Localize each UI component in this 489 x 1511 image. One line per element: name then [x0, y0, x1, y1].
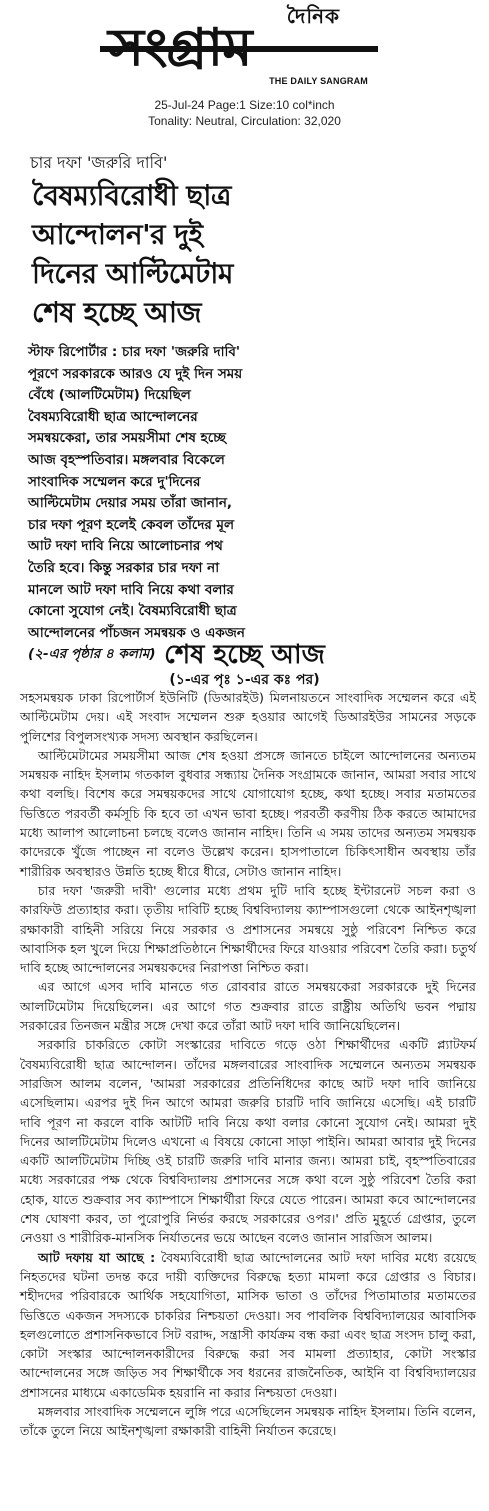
masthead-logo — [100, 0, 390, 95]
headline-line: আন্দোলন'র দুই — [32, 218, 203, 251]
continuation-paragraph: মঙ্গলবার সাংবাদিক সম্মেলনে লুঙ্গি পরে এসেছিলেন সমন্বয়ক নাহিদ ইসলাম। তিনি বলেন, তাঁকে তুলে নিয়ে আইনশৃঙ্খলা রক্ষাকারী বাহিনী নির্যাতন করেছে। — [20, 1403, 476, 1439]
article-kicker: চার দফা 'জরুরি দাবি' — [30, 153, 168, 172]
continuation-paragraph — [20, 1248, 476, 1402]
masthead-sangram: সংগ্রাম — [108, 18, 252, 78]
eight-point-subhead: আট দফায় যা আছে : — [38, 1249, 156, 1265]
continuation-paragraph: সহসমন্বয়ক ঢাকা রিপোর্টার্স ইউনিটি (ডিআরইউ) মিলনায়তনে সাংবাদিক সম্মেলন করে এই আল্টিমেটাম দেয়। এই সংবাদ সম্মেলন শুরু হওয়ার আগেই ডিআরইউর সামনের সড়কে পুলিশের বিপুলসংখ্যক সদস্য অবস্থান করছিলেন। — [20, 690, 476, 744]
masthead-dainik: দৈনিক — [286, 4, 340, 28]
continuation-paragraph: আল্টিমেটামের সময়সীমা আজ শেষ হওয়া প্রসঙ্গে জানতে চাইলে আন্দোলনের অন্যতম সমন্বয়ক নাহিদ ইসলাম গতকাল বুধবার সন্ধ্যায় দৈনিক সংগ্রামকে জানান, আমরা সবার সাথে কথা বলছি। বিশেষ করে সমন্বয়কদের সাথে যোগাযোগ হচ্ছে, কথা হচ্ছে। সবার মতামতের ভিত্তিতে পরবর্তী কর্মসূচি কি হবে তা এখন ভাবা হচ্ছে। পরবর্তী করণীয় ঠিক করতে আমাদের মধ্যে আলাপ আলোচনা চলছে বলেও জানান নাহিদ। তিনি এ সময় তাদের অন্যতম সমন্বয়ক কাদেরকে খুঁজে পাচ্ছেন না বলেও উল্লেখ করেন। হাসপাতালে চিকিৎসাধীন অবস্থায় তাঁর শারীরিক অবস্থারও উন্নতি হচ্ছে ধীরে ধীরে, সেটাও জানান নাহিদ। — [20, 747, 476, 879]
article-lead-text: চার দফা 'জরুরি দাবি' পূরণে সরকারকে আরও যে দুই দিন সময় বেঁধে (আলটিমেটাম) দিয়েছিল বৈষম্যবিরোধী ছাত্র আন্দোলনের সমন্বয়কেরা, তার সময়সীমা শেষ হচ্ছে আজ বৃহস্পতিবার। মঙ্গলবার বিকেলে সাংবাদিক সম্মেলন করে দু'দিনের আল্টিমেটাম দেয়ার সময় তাঁরা জানান, চার দফা পূরণ হলেই কেবল তাঁদের মূল আট দফা দাবি নিয়ে আলোচনার পথ তৈরি হবে। কিন্তু সরকার চার দফা না মানলে আট দফা দাবি নিয়ে কথা বলার কোনো সুযোগ নেই। বৈষম্যবিরোধী ছাত্র আন্দোলনের পাঁচজন সমন্বয়ক ও একজন — [28, 344, 245, 641]
clip-meta-tonality: Tonality: Neutral, Circulation: 32,020 — [148, 114, 341, 128]
continuation-body — [20, 688, 476, 1441]
headline-line: শেষ হচ্ছে আজ — [32, 296, 202, 329]
continuation-paragraph: চার দফা 'জরুরী দাবী' গুলোর মধ্যে প্রথম দুটি দাবি হচ্ছে ইন্টারনেট সচল করা ও কারফিউ প্রত্যাহার করা। তৃতীয় দাবিটি হচ্ছে বিশ্ববিদ্যালয় ক্যাম্পাসগুলো থেকে আইনশৃঙ্খলা রক্ষাকারী বাহিনী সরিয়ে নিয়ে সরকার ও প্রশাসনের সমন্বয়ে সুষ্ঠু পরিবেশ নিশ্চিত করে আবাসিক হল খুলে দিয়ে শিক্ষাপ্রতিষ্ঠানে শিক্ষার্থীদের ফিরে যাওয়ার পরিবেশ তৈরি করা। চতুর্থ দাবি হচ্ছে আন্দোলনের সমন্বয়কদের নিরাপত্তা নিশ্চিত করা। — [20, 882, 476, 976]
continuation-subheading: (১-এর পৃঃ ১-এর কঃ পর) — [169, 672, 320, 688]
article-lead-paragraph — [28, 342, 246, 666]
headline-line: দিনের আল্টিমেটাম — [32, 257, 233, 290]
headline-line: বৈষম্যবিরোধী ছাত্র — [32, 179, 231, 212]
eight-point-text: বৈষম্যবিরোধী ছাত্র আন্দোলনের আট দফা দাবির মধ্যে রয়েছে নিহতদের ঘটনা তদন্ত করে দায়ী ব্যক্তিদের বিরুদ্ধে হত্যা মামলা করে গ্রেপ্তার ও বিচার। শহীদদের পরিবারকে আর্থিক সহযোগিতা, মাসিক ভাতা ও তাঁদের পিতামাতার মতামতের ভিত্তিতে একজন সদস্যকে চাকরির নিশ্চয়তা দেওয়া। সব পাবলিক বিশ্ববিদ্যালয়ের আবাসিক হলগুলোতে প্রশাসনিকভাবে সিট বরাদ্দ, সন্ত্রাসী কার্যক্রম বন্ধ করা এবং ছাত্র সংসদ চালু করা, কোটা সংস্কার আন্দোলনকারীদের বিরুদ্ধে করা সব মামলা প্রত্যাহার, কোটা সংস্কার আন্দোলনের সঙ্গে জড়িত সব শিক্ষার্থীকে সব ধরনের রাজনৈতিক, আইনি বা বিশ্ববিদ্যালয়ের প্রশাসনের মাধ্যমে একাডেমিক হয়রানি না করার নিশ্চয়তা দেওয়া। — [20, 1249, 476, 1400]
continuation-heading: শেষ হচ্ছে আজ — [164, 640, 325, 670]
article-headline — [32, 176, 246, 332]
article-jump-reference: (২-এর পৃষ্ঠার ৪ কলাম) — [28, 646, 156, 663]
clip-meta-date-size: 25-Jul-24 Page:1 Size:10 col*inch — [154, 98, 335, 112]
article-front-column — [18, 148, 246, 666]
continuation-paragraph: এর আগে এসব দাবি মানতে গত রোববার রাতে সমন্বয়কেরা সরকারকে দুই দিনের আলটিমেটাম দিয়েছিলেন। এর আগে গত শুক্রবার রাতে রাষ্ট্রীয় অতিথি ভবন পদ্মায় সরকারের তিনজন মন্ত্রীর সঙ্গে দেখা করে তাঁরা আট দফা দাবি জানিয়েছিলেন। — [20, 979, 476, 1034]
masthead-english: THE DAILY SANGRAM — [269, 76, 368, 86]
article-byline: স্টাফ রিপোর্টার : — [28, 344, 118, 360]
continuation-paragraph: সরকারি চাকরিতে কোটা সংস্কারের দাবিতে গড়ে ওঠা শিক্ষার্থীদের একটি প্ল্যাটফর্ম বৈষম্যবিরোধী ছাত্র আন্দোলন। তাঁদের মঙ্গলবারের সাংবাদিক সম্মেলনে অন্যতম সমন্বয়ক সারজিস আলম বলেন, 'আমরা সরকারের প্রতিনিধিদের কাছে আট দফা দাবি জানিয়ে এসেছিলাম। এরপর দুই দিন আগে আমরা জরুরি চারটি দাবি জানিয়ে এসেছি। এই চারটি দাবি পূরণ না করলে বাকি আটটি দাবি নিয়ে কথা বলার কোনো সুযোগ নেই। আমরা দুই দিনের আলটিমেটাম দিলেও এখনো এ বিষয়ে কোনো সাড়া পাইনি। আমরা আবার দুই দিনের একটি আলটিমেটাম দিচ্ছি ওই চারটি জরুরি দাবি মানার জন্য। আমরা চাই, বৃহস্পতিবারের মধ্যে সরকারের পক্ষ থেকে বিশ্ববিদ্যালয় প্রশাসনের সঙ্গে কথা বলে সুষ্ঠু পরিবেশ তৈরি করা হোক, যাতে শুক্রবার সব ক্যাম্পাসে শিক্ষার্থীরা ফিরে যেতে পারেন। আমরা কবে আন্দোলনের শেষ ঘোষণা করব, তা পুরোপুরি নির্ভর করছে সরকারের ওপর।' প্রতি মুহূর্তে গ্রেপ্তার, তুলে নেওয়া ও শারীরিক-মানসিক নির্যাতনের ভয়ে আছেন বলেও জানান সারজিস আলম। — [20, 1037, 476, 1246]
